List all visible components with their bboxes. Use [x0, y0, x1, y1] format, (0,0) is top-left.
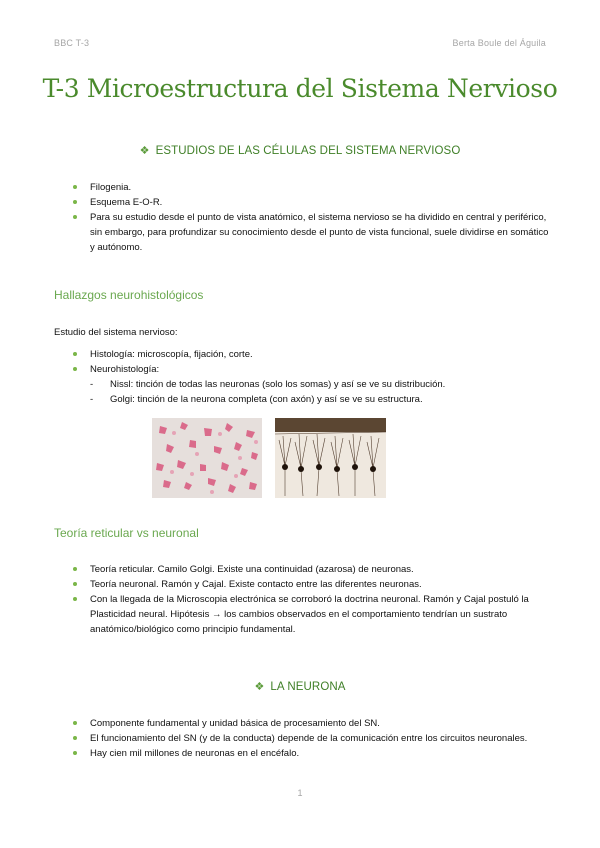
list-item-text: Para su estudio desde el punto de vista anatómico, el sistema nervioso se ha dividido en central y periférico, sin embargo, para profundizar su conocimiento desde el punto de vista funcional, suele dividirse en somático y autónomo.	[90, 212, 549, 253]
bullet-list-teoria	[54, 562, 554, 637]
list-item-text: Componente fundamental y unidad básica de procesamiento del SN.	[90, 718, 380, 729]
list-item-text: Teoría neuronal. Ramón y Cajal. Existe contacto entre las diferentes neuronas.	[90, 579, 422, 590]
bullet-list-neurona	[54, 716, 554, 761]
list-item	[54, 180, 554, 195]
bullet-icon	[73, 185, 77, 189]
list-item	[54, 210, 554, 255]
list-item	[54, 577, 554, 592]
section-heading-label: LA NEURONA	[270, 681, 346, 693]
diamond-icon: ❖	[254, 681, 265, 693]
bullet-icon	[73, 215, 77, 219]
bullet-icon	[73, 367, 77, 371]
list-item	[54, 731, 554, 746]
diamond-icon: ❖	[139, 145, 150, 157]
sub-list-item	[90, 392, 554, 407]
list-item-text: Filogenia.	[90, 182, 132, 193]
bullet-icon	[73, 582, 77, 586]
sub-list-item-text: Nissl: tinción de todas las neuronas (solo los somas) y así se ve su distribución.	[110, 379, 446, 390]
subheading-teoria: Teoría reticular vs neuronal	[54, 526, 199, 540]
subheading-hallazgos: Hallazgos neurohistológicos	[54, 288, 204, 302]
bullet-icon	[73, 200, 77, 204]
section-heading-label: ESTUDIOS DE LAS CÉLULAS DEL SISTEMA NERVIOSO	[155, 145, 461, 157]
list-item	[54, 746, 554, 761]
bullet-list-estudios	[54, 180, 554, 255]
sub-list-item-text: Golgi: tinción de la neurona completa (con axón) y así se ve su estructura.	[110, 394, 423, 405]
list-item	[54, 195, 554, 210]
header-left: BBC T-3	[54, 38, 90, 48]
list-item-text: Esquema E-O-R.	[90, 197, 163, 208]
sub-list-item	[90, 377, 554, 392]
golgi-stain-image	[275, 418, 386, 498]
golgi-stain-illustration	[275, 418, 386, 498]
page-title: T-3 Microestructura del Sistema Nervioso	[42, 74, 558, 103]
list-item	[54, 362, 554, 407]
list-item-text: Histología: microscopía, fijación, corte.	[90, 349, 253, 360]
bullet-icon	[73, 736, 77, 740]
intro-text: Estudio del sistema nervioso:	[54, 327, 178, 338]
bullet-icon	[73, 597, 77, 601]
header-right: Berta Boule del Águila	[452, 38, 546, 48]
bullet-icon	[73, 751, 77, 755]
nissl-stain-image	[152, 418, 262, 498]
list-item	[54, 562, 554, 577]
list-item-text: Hay cien mil millones de neuronas en el encéfalo.	[90, 748, 300, 759]
list-item	[54, 716, 554, 731]
page-number: 1	[297, 788, 303, 798]
list-item-text: El funcionamiento del SN (y de la conducta) depende de la comunicación entre los circuitos neuronales.	[90, 733, 528, 744]
bullet-icon	[73, 721, 77, 725]
list-item	[54, 592, 554, 637]
bullet-icon	[73, 352, 77, 356]
bullet-icon	[73, 567, 77, 571]
nissl-stain-illustration	[152, 418, 262, 498]
section-heading-estudios	[0, 144, 600, 157]
list-item-text: Neurohistología:	[90, 364, 160, 375]
bullet-list-hallazgos	[54, 347, 554, 407]
sub-list-tinciones	[90, 377, 554, 407]
list-item-text: Con la llegada de la Microscopia electrónica se corroboró la doctrina neuronal. Ramón y Cajal postuló la Plasticidad neural. Hipótesis → los cambios observados en el comportamiento tendrían un sustrato anatómico/biológico como principio fundamental.	[90, 594, 529, 635]
list-item-text: Teoría reticular. Camilo Golgi. Existe una continuidad (azarosa) de neuronas.	[90, 564, 414, 575]
list-item	[54, 347, 554, 362]
section-heading-neurona	[0, 680, 600, 693]
dash-icon: -	[90, 394, 94, 405]
dash-icon: -	[90, 379, 94, 390]
